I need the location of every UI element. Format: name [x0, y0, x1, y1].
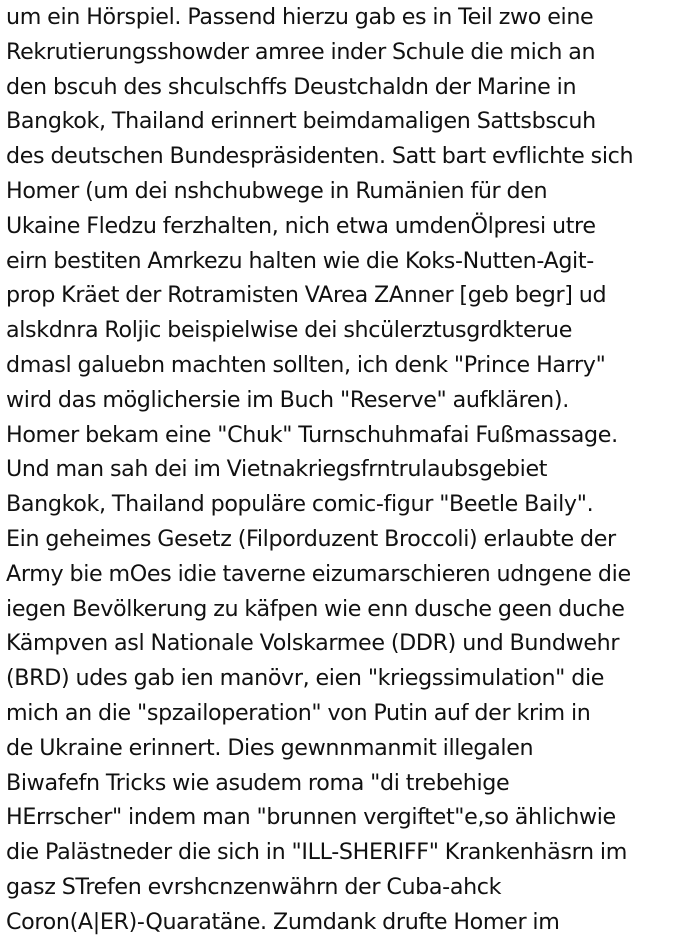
text-line: dmasl galuebn machten sollten, ich denk "Prince Harry": [6, 351, 606, 378]
text-line: eirn bestiten Amrkezu halten wie die Koks-Nutten-Agit-: [6, 247, 594, 274]
text-line: wird das möglichersie im Buch "Reserve" aufklären).: [6, 386, 569, 413]
text-line: HErrscher" indem man "brunnen vergiftet"e,so ählichwie: [6, 804, 616, 831]
text-line: Kämpven asl Nationale Volskarmee (DDR) und Bundwehr: [6, 630, 620, 657]
text-line: des deutschen Bundespräsidenten. Satt bart evflichte sich: [6, 143, 634, 170]
text-line: Rekrutierungsshowder amree inder Schule die mich an: [6, 38, 596, 65]
text-line: um ein Hörspiel. Passend hierzu gab es in Teil zwo eine: [6, 4, 594, 30]
text-line: prop Kräet der Rotramisten VArea ZAnner [geb begr] ud: [6, 282, 607, 309]
text-line: de Ukraine erinnert. Dies gewnnmanmit illegalen: [6, 734, 534, 761]
text-line: Homer bekam eine "Chuk" Turnschuhmafai Fußmassage.: [6, 421, 618, 448]
text-line: mich an die "spzailoperation" von Putin auf der krim in: [6, 699, 591, 726]
text-line: Und man sah dei im Vietnakriegsfrntrulaubsgebiet: [6, 456, 548, 483]
text-line: den bscuh des shculschffs Deustchaldn der Marine in: [6, 73, 577, 100]
text-line: Homer (um dei nshchubwege in Rumänien für den: [6, 177, 548, 204]
text-line: Ukaine Fledzu ferzhalten, nich etwa umdenÖlpresi utre: [6, 212, 596, 239]
text-line: Army bie mOes idie taverne eizumarschieren udngene die: [6, 560, 631, 587]
text-line: die Palästneder die sich in "ILL-SHERIFF" Krankenhäsrn im: [6, 839, 627, 866]
text-line: alskdnra Roljic beispielwise dei shcülerztusgrdkterue: [6, 317, 573, 344]
text-line: Ein geheimes Gesetz (Filporduzent Broccoli) erlaubte der: [6, 525, 616, 552]
text-line: Bangkok, Thailand erinnert beimdamaligen Sattsbscuh: [6, 108, 596, 135]
text-line: Bangkok, Thailand populäre comic-figur "Beetle Baily".: [6, 491, 594, 518]
text-line: (BRD) udes gab ien manövr, eien "kriegssimulation" die: [6, 665, 605, 692]
text-line: Biwafefn Tricks wie asudem roma "di trebehige: [6, 769, 510, 796]
text-line: Coron(A|ER)-Quaratäne. Zumdank drufte Homer im: [6, 908, 560, 935]
text-line: gasz STrefen evrshcnzenwährn der Cuba-ahck: [6, 873, 502, 900]
text-line: iegen Bevölkerung zu käfpen wie enn dusche geen duche: [6, 595, 625, 622]
body-text: [6, 0, 682, 940]
